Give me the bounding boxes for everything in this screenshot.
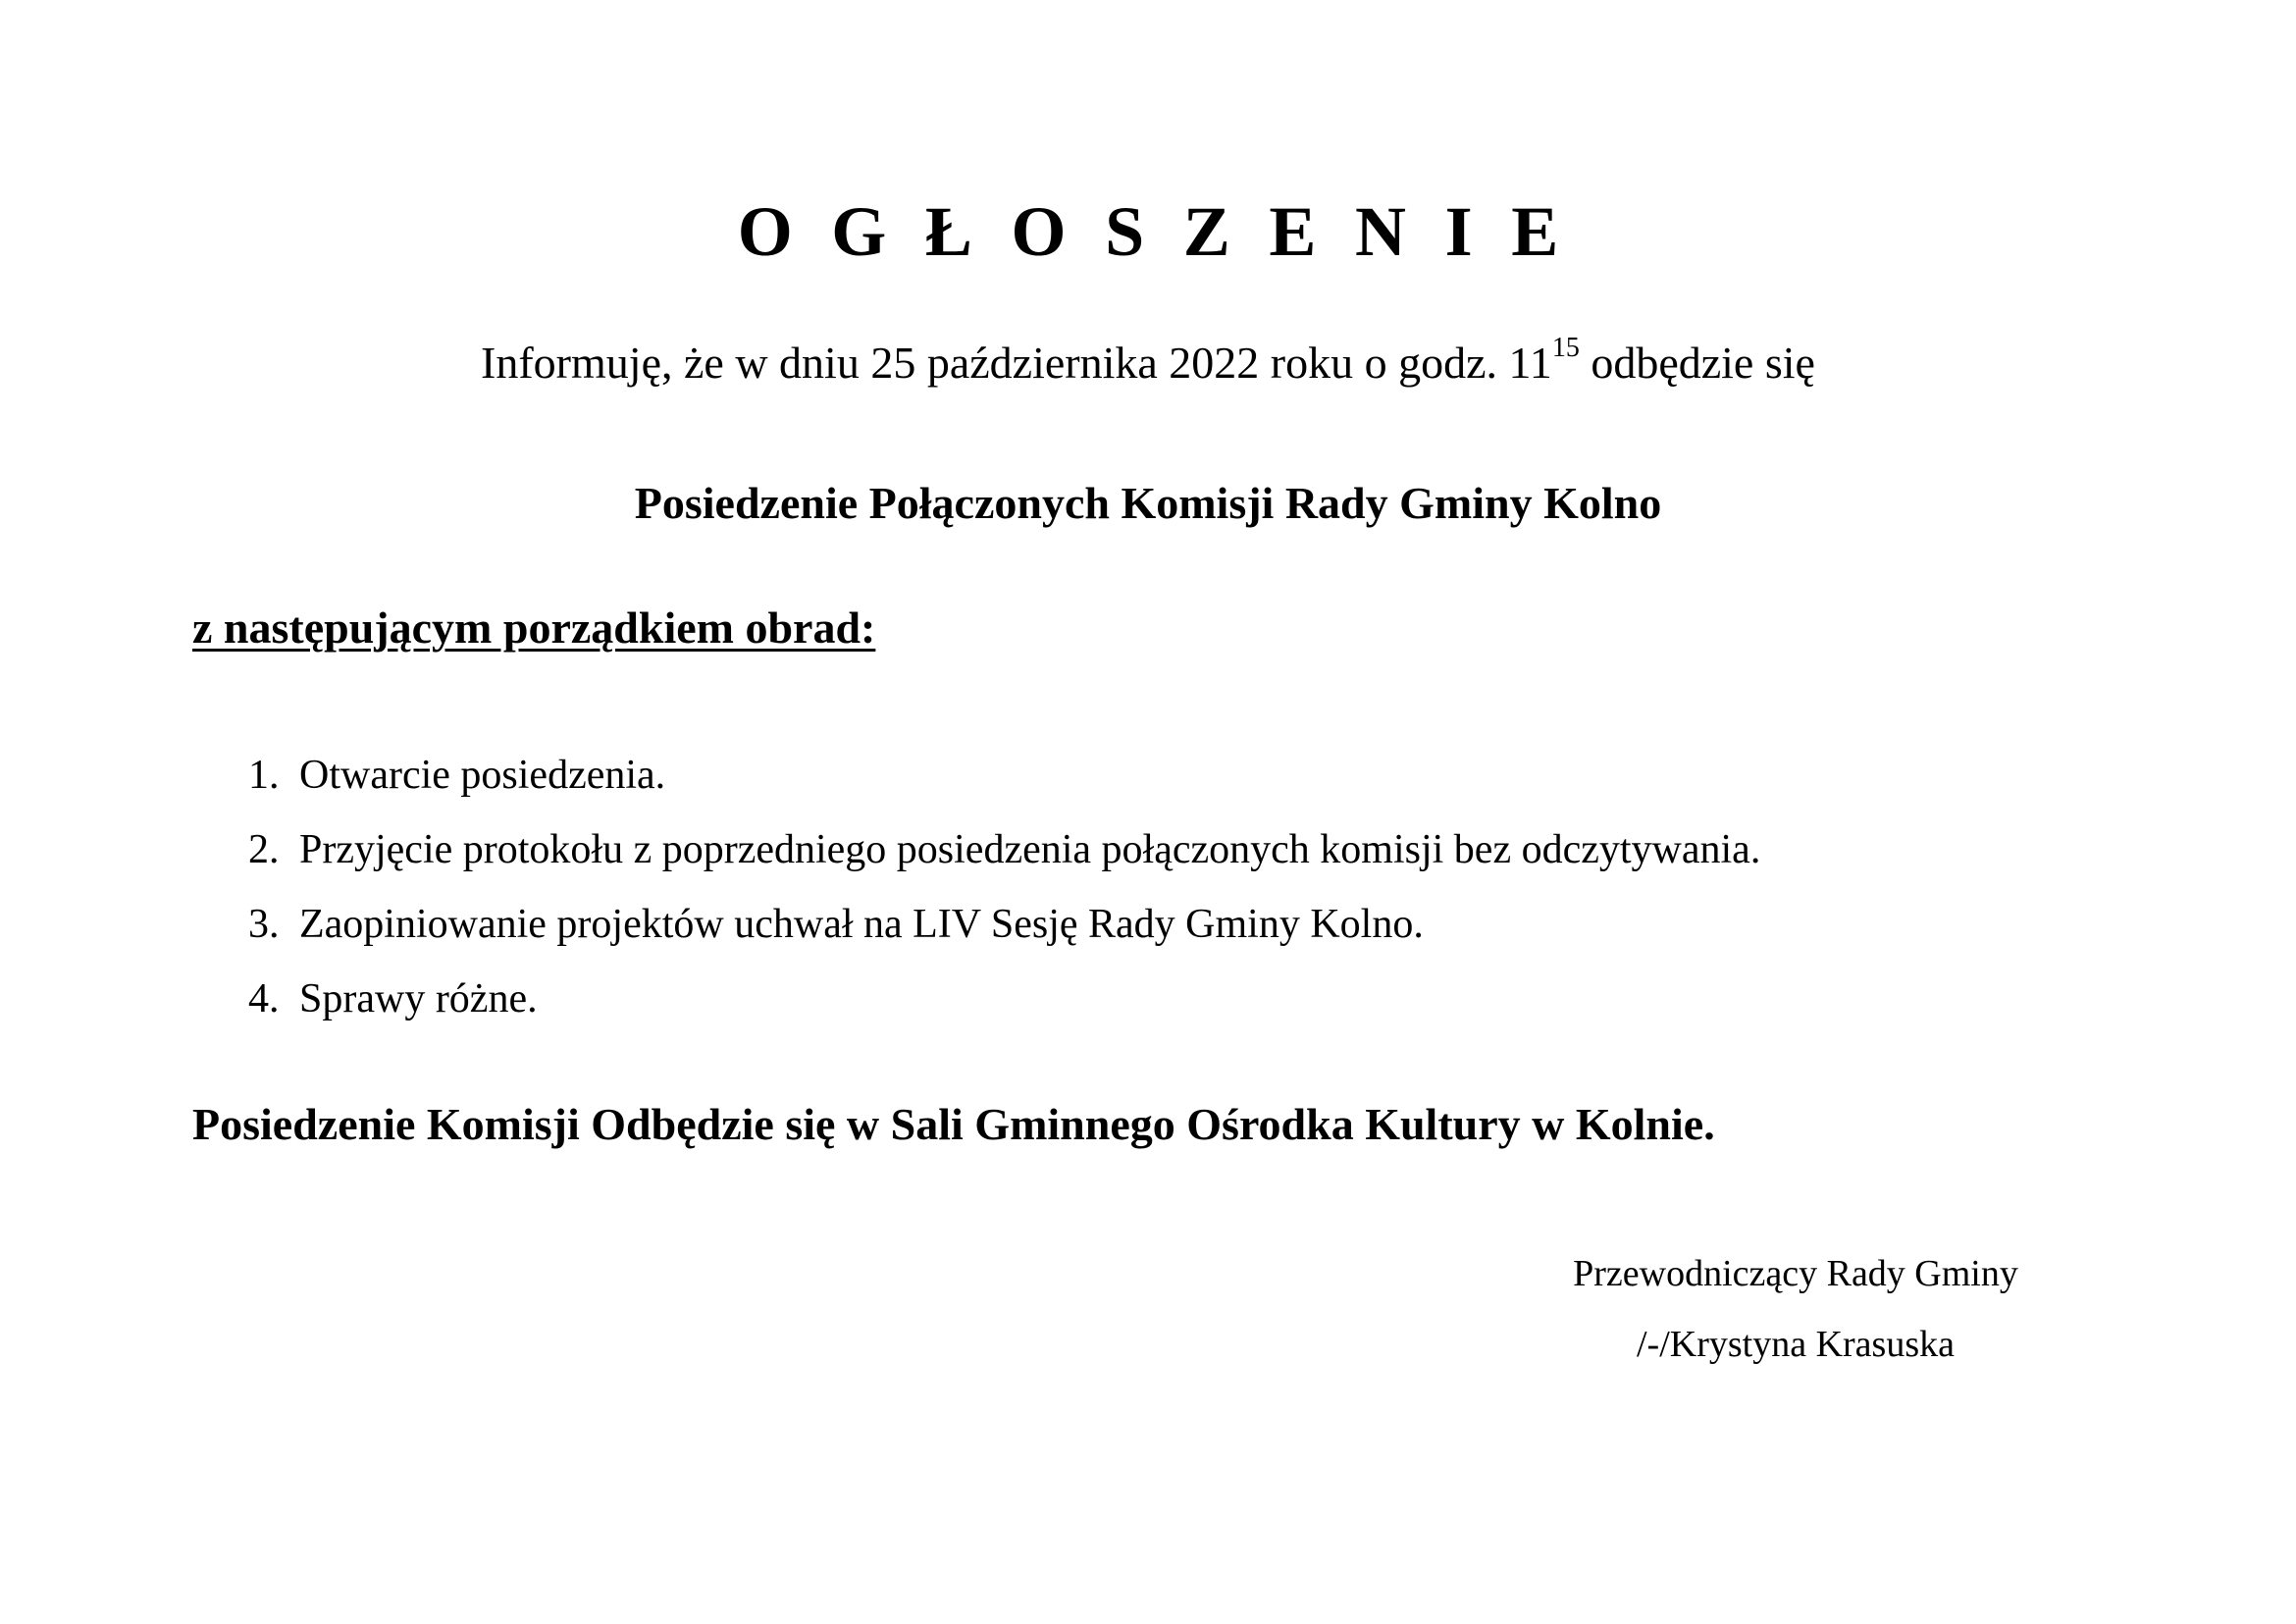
time-superscript: 15 xyxy=(1551,333,1580,363)
location-line: Posiedzenie Komisji Odbędzie się w Sali Gminnego Ośrodka Kultury w Kolnie. xyxy=(192,1099,1715,1149)
signature-name: /-/Krystyna Krasuska xyxy=(1637,1324,1955,1365)
agenda-item xyxy=(248,812,1760,887)
meeting-name: Posiedzenie Połączonych Komisji Rady Gminy Kolno xyxy=(634,478,1662,528)
intro-line xyxy=(0,333,2296,390)
agenda-list xyxy=(248,738,1760,1036)
agenda-item-number: 3. xyxy=(248,902,280,947)
agenda-item xyxy=(248,738,1760,812)
intro-text-end: odbędzie się xyxy=(1579,338,1815,388)
signature-block xyxy=(1511,1238,2080,1380)
intro-text: Informuję, że w dniu 25 października 2022 roku o godz. 11 xyxy=(481,338,1552,388)
agenda-item xyxy=(248,962,1760,1036)
agenda-item xyxy=(248,887,1760,962)
page-title: OGŁOSZENIE xyxy=(737,192,1597,271)
agenda-item-number: 4. xyxy=(248,976,280,1022)
agenda-item-number: 2. xyxy=(248,827,280,872)
signature-role: Przewodniczący Rady Gminy xyxy=(1573,1253,2018,1294)
agenda-heading: z następującym porządkiem obrad: xyxy=(192,602,876,653)
agenda-item-text: Zaopiniowanie projektów uchwał na LIV Sesję Rady Gminy Kolno. xyxy=(299,902,1424,947)
agenda-item-text: Sprawy różne. xyxy=(299,976,538,1022)
agenda-item-number: 1. xyxy=(248,753,280,798)
agenda-item-text: Otwarcie posiedzenia. xyxy=(299,753,666,798)
agenda-item-text: Przyjęcie protokołu z poprzedniego posiedzenia połączonych komisji bez odczytywania. xyxy=(299,827,1761,872)
